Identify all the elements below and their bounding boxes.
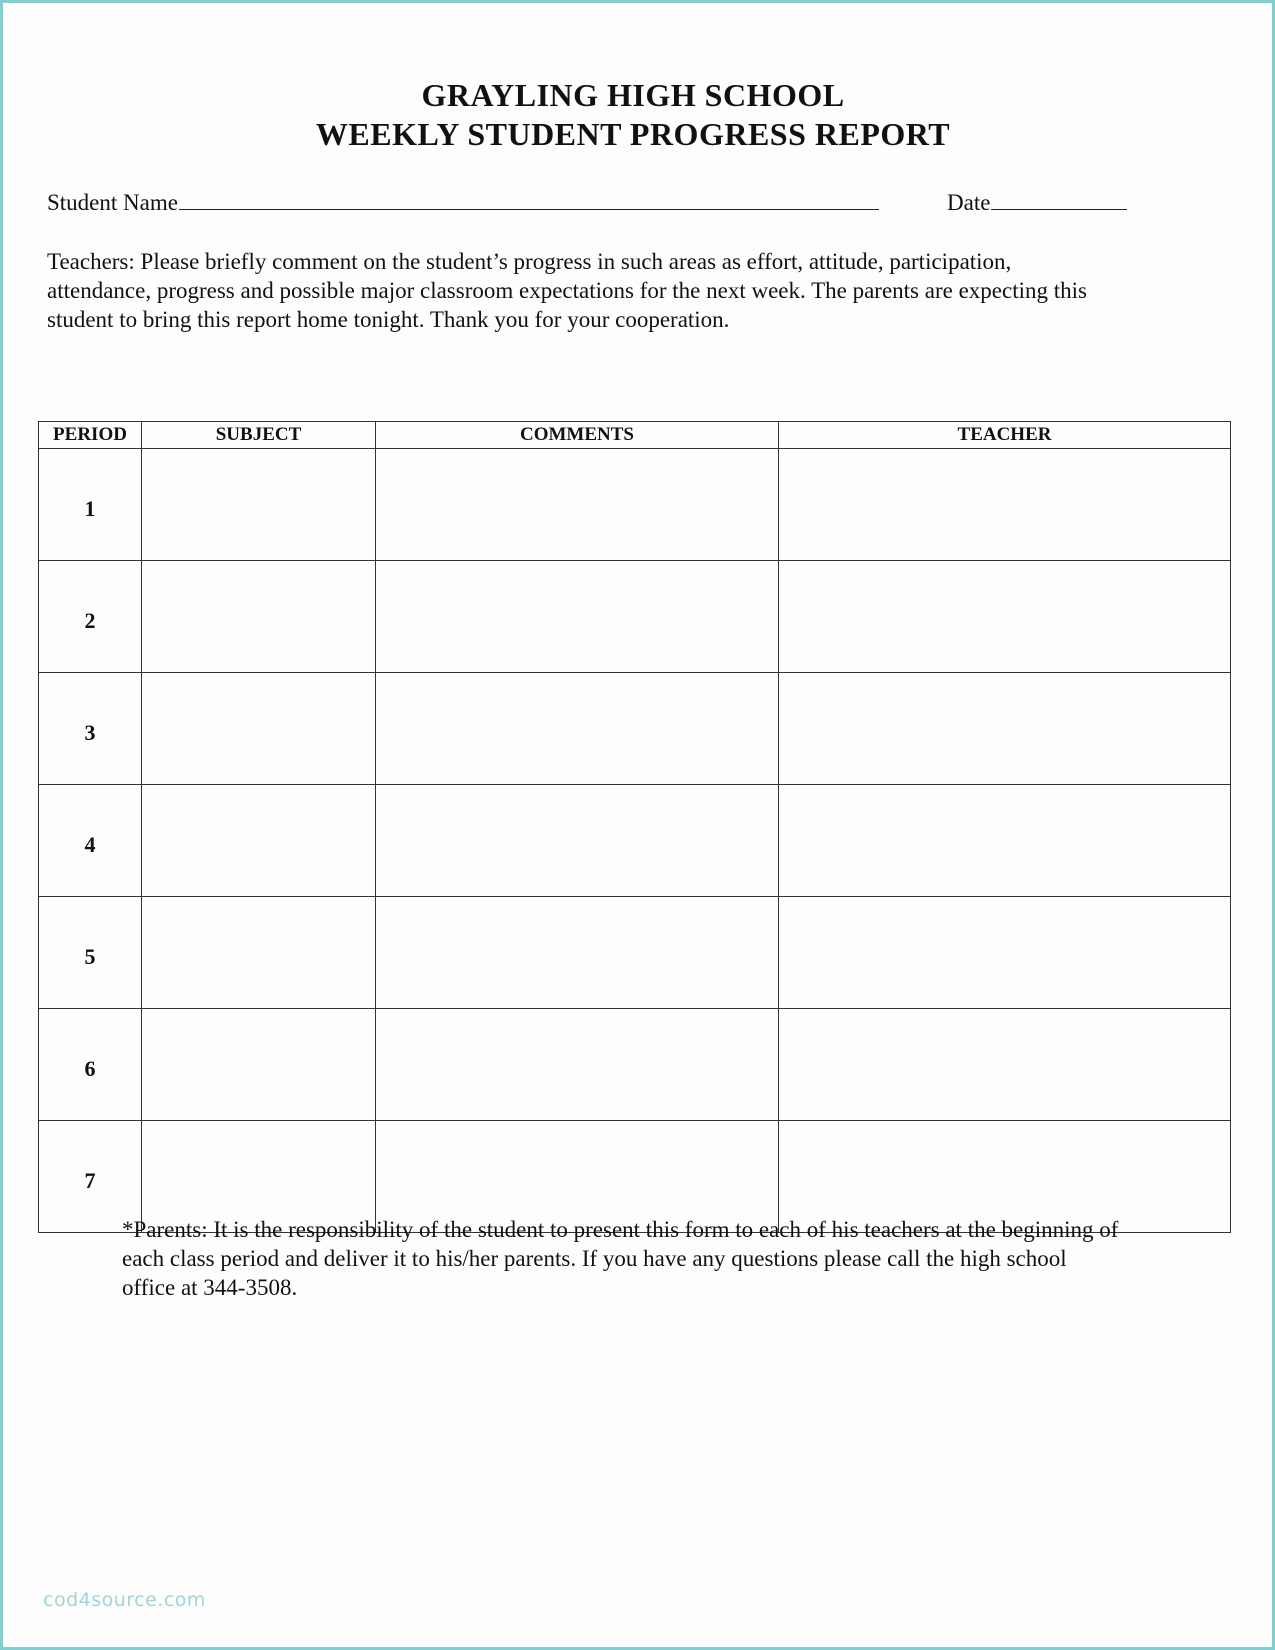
subject-cell[interactable] <box>142 449 376 561</box>
subject-cell[interactable] <box>142 897 376 1009</box>
table-header-row <box>39 422 1231 449</box>
column-header-teacher: TEACHER <box>779 422 1231 449</box>
teacher-cell[interactable] <box>779 449 1231 561</box>
table-row <box>39 561 1231 673</box>
table-row <box>39 1009 1231 1121</box>
period-number: 7 <box>39 1121 142 1233</box>
column-header-period: PERIOD <box>39 422 142 449</box>
table-row <box>39 897 1231 1009</box>
period-number: 3 <box>39 673 142 785</box>
teacher-cell[interactable] <box>779 1009 1231 1121</box>
period-number: 2 <box>39 561 142 673</box>
report-title: WEEKLY STUDENT PROGRESS REPORT <box>315 116 951 152</box>
subject-cell[interactable] <box>142 673 376 785</box>
teacher-cell[interactable] <box>779 897 1231 1009</box>
period-number: 1 <box>39 449 142 561</box>
teacher-cell[interactable] <box>779 785 1231 897</box>
school-name: GRAYLING HIGH SCHOOL <box>421 77 845 113</box>
comments-cell[interactable] <box>376 561 779 673</box>
progress-table <box>38 421 1231 1233</box>
column-header-subject: SUBJECT <box>142 422 376 449</box>
subject-cell[interactable] <box>142 785 376 897</box>
student-name-blank[interactable] <box>179 187 879 210</box>
column-header-comments: COMMENTS <box>376 422 779 449</box>
subject-cell[interactable] <box>142 561 376 673</box>
date-field[interactable] <box>947 187 1127 218</box>
comments-cell[interactable] <box>376 785 779 897</box>
teacher-instructions: Teachers: Please briefly comment on the student’s progress in such areas as effort, attitude, participation, attendance, progress and possible major classroom expectations for the next week. The parents are expecting this student to bring this report home tonight. Thank you for your cooperation. <box>47 249 1087 332</box>
teacher-cell[interactable] <box>779 561 1231 673</box>
student-name-field[interactable] <box>47 187 879 218</box>
student-name-label: Student Name <box>47 190 178 215</box>
table-row <box>39 673 1231 785</box>
comments-cell[interactable] <box>376 1009 779 1121</box>
comments-cell[interactable] <box>376 673 779 785</box>
comments-cell[interactable] <box>376 449 779 561</box>
period-number: 4 <box>39 785 142 897</box>
date-blank[interactable] <box>991 187 1127 210</box>
table-row <box>39 449 1231 561</box>
table-row <box>39 785 1231 897</box>
parents-footnote: *Parents: It is the responsibility of the student to present this form to each of his teachers at the beginning of each class period and deliver it to his/her parents. If you have any questions please call the high school office at 344-3508. <box>122 1217 1119 1300</box>
period-number: 5 <box>39 897 142 1009</box>
subject-cell[interactable] <box>142 1009 376 1121</box>
comments-cell[interactable] <box>376 897 779 1009</box>
teacher-cell[interactable] <box>779 673 1231 785</box>
period-number: 6 <box>39 1009 142 1121</box>
watermark-text: cod4source.com <box>43 1589 206 1611</box>
date-label: Date <box>947 190 991 215</box>
